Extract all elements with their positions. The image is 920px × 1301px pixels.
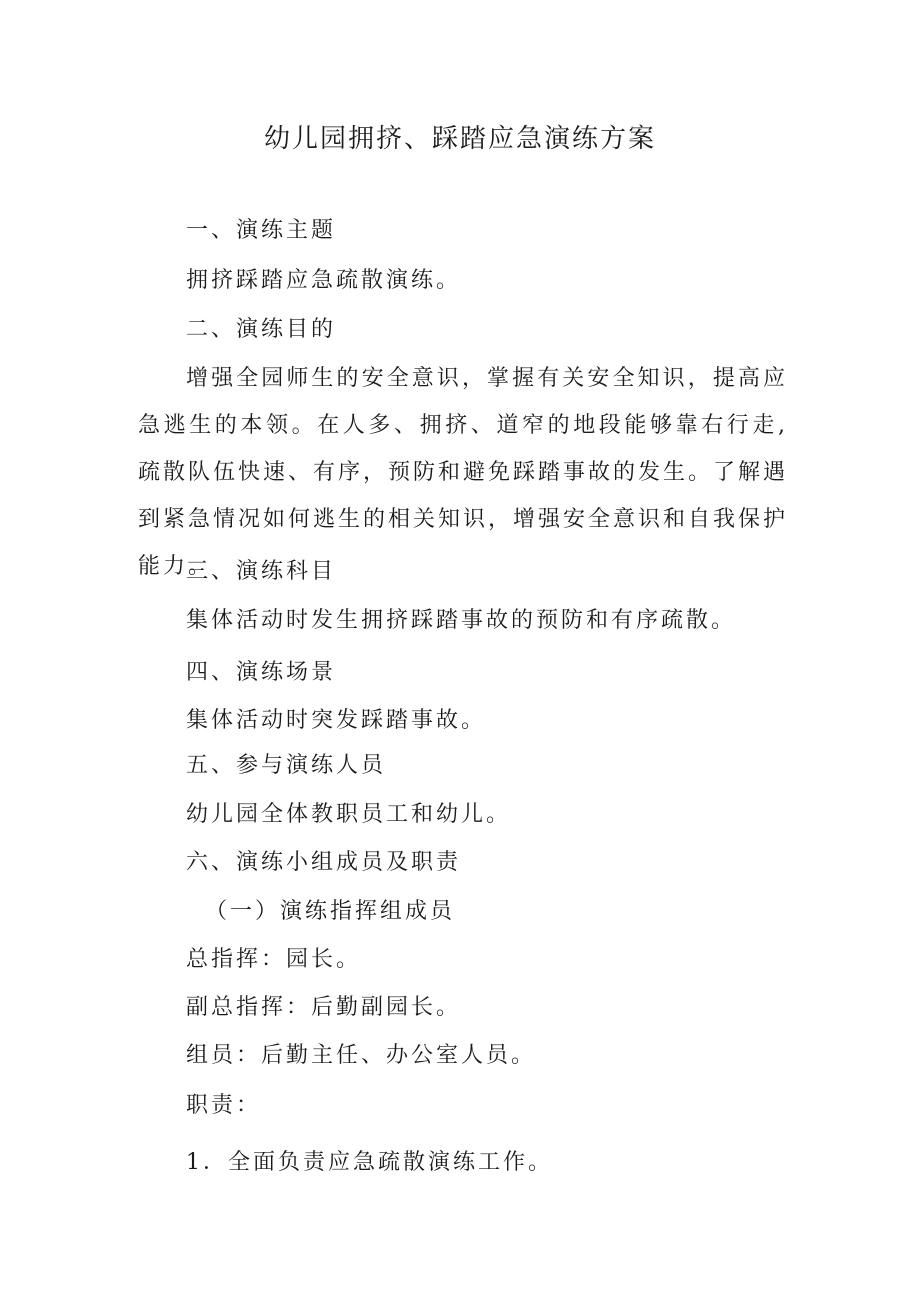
section-heading-theme: 一、演练主题 xyxy=(186,218,337,243)
section-heading-participants: 五、参与演练人员 xyxy=(186,753,387,778)
section-heading-scenario: 四、演练场景 xyxy=(186,660,337,685)
duty-item-1: 1．全面负责应急疏散演练工作。 xyxy=(186,1150,553,1175)
section-heading-team: 六、演练小组成员及职责 xyxy=(186,850,462,875)
duties-label: 职责： xyxy=(186,1093,262,1118)
subsection-heading-command: （一）演练指挥组成员 xyxy=(205,899,456,924)
section-body-purpose: 增强全园师生的安全意识，掌握有关安全知识，提高应急逃生的本领。在人多、拥挤、道窄的地段能够靠右行走,疏散队伍快速、有序，预防和避免踩踏事故的发生。了解遇到紧急情况如何逃生的相关知识，增强安全意识和自我保护能力。 xyxy=(138,366,789,579)
team-deputy: 副总指挥：后勤副园长。 xyxy=(186,995,462,1020)
section-heading-purpose: 二、演练目的 xyxy=(186,317,337,342)
document-title: 幼儿园拥挤、踩踏应急演练方案 xyxy=(263,124,656,154)
section-heading-subject: 三、演练科目 xyxy=(186,559,337,584)
team-members: 组员：后勤主任、办公室人员。 xyxy=(186,1043,537,1068)
section-body-participants: 幼儿园全体教职员工和幼儿。 xyxy=(186,802,512,827)
section-body-theme: 拥挤踩踏应急疏散演练。 xyxy=(186,268,462,293)
section-body-scenario: 集体活动时突发踩踏事故。 xyxy=(186,708,487,733)
team-chief: 总指挥：园长。 xyxy=(186,947,362,972)
section-body-subject: 集体活动时发生拥挤踩踏事故的预防和有序疏散。 xyxy=(186,608,737,633)
